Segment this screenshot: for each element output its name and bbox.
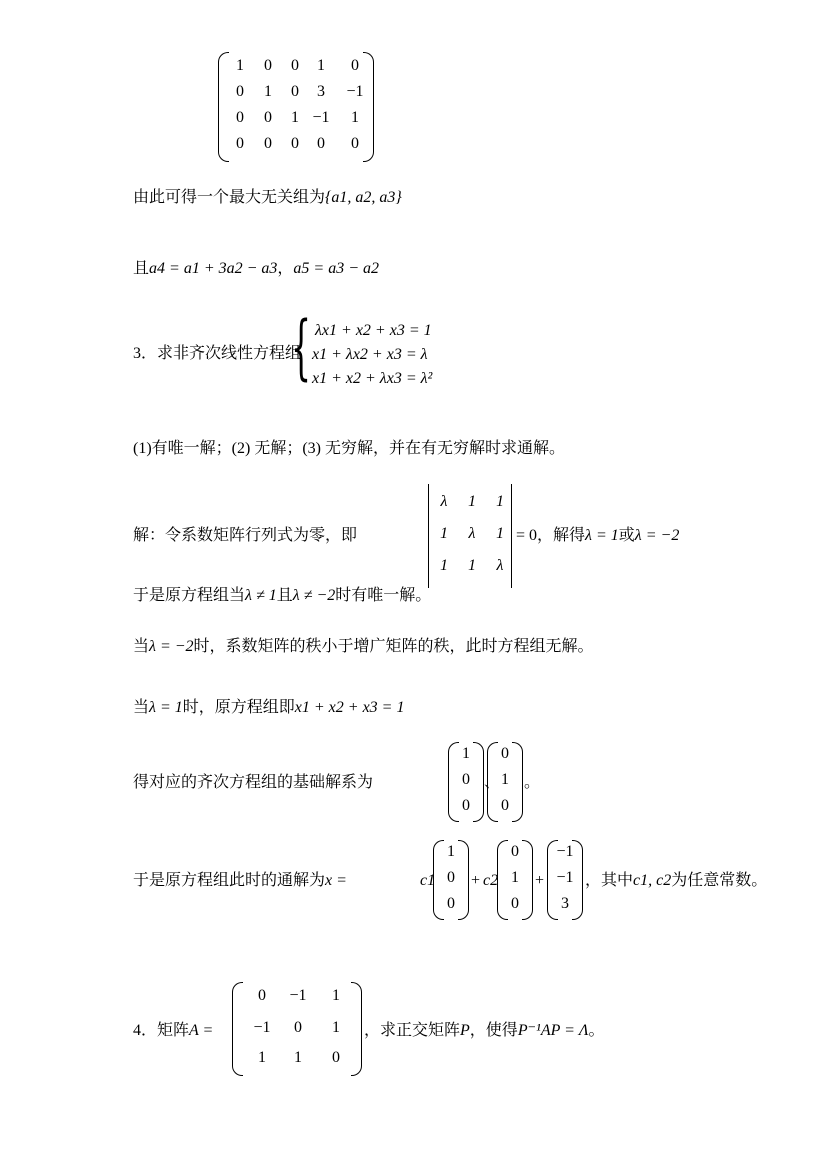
unique-solution-line: 于是原方程组当λ ≠ 1且λ ≠ −2时有唯一解。 bbox=[133, 587, 432, 604]
determinant-result: = 0，解得λ = 1或λ = −2 bbox=[516, 527, 680, 544]
linear-relations-line: 且a4 = a1 + 3a2 − a3，a5 = a3 − a2 bbox=[133, 260, 380, 277]
matrix-cell: 0 bbox=[264, 57, 272, 74]
equation-brace: { bbox=[291, 306, 312, 388]
matrix-cell: 1 bbox=[332, 987, 340, 1004]
matrix-cell: 0 bbox=[462, 797, 470, 814]
matrix-cell: 0 bbox=[351, 135, 359, 152]
matrix-cell: 3 bbox=[317, 83, 325, 100]
matrix-cell: 0 bbox=[264, 109, 272, 126]
equation-2: x1 + λx2 + x3 = λ bbox=[312, 346, 428, 363]
matrix-cell: 1 bbox=[440, 557, 448, 574]
problem-4-statement: 4．矩阵A = bbox=[133, 1022, 214, 1039]
matrix-cell: −1 bbox=[556, 843, 574, 860]
matrix-cell: 0 bbox=[447, 895, 455, 912]
max-independent-set-line: 由此可得一个最大无关组为{a1, a2, a3} bbox=[133, 189, 402, 206]
matrix-cell: 1 bbox=[236, 57, 244, 74]
basis-vector-1 bbox=[448, 742, 484, 822]
matrix-cell: 0 bbox=[236, 83, 244, 100]
independent-set: {a1, a2, a3} bbox=[325, 189, 402, 206]
infinite-solution-line: 当λ = 1时，原方程组即x1 + x2 + x3 = 1 bbox=[133, 699, 405, 716]
basis-text: 得对应的齐次方程组的基础解系为 bbox=[133, 774, 374, 791]
matrix-cell: −1 bbox=[346, 83, 364, 100]
general-vector-1 bbox=[433, 840, 469, 920]
equation-1: λx1 + x2 + x3 = 1 bbox=[315, 322, 432, 339]
matrix-cell: 1 bbox=[447, 843, 455, 860]
matrix-cell: 0 bbox=[501, 797, 509, 814]
matrix-cell: 1 bbox=[440, 525, 448, 542]
matrix-cell: 0 bbox=[332, 1049, 340, 1066]
general-vector-2 bbox=[497, 840, 533, 920]
matrix-cell: 0 bbox=[447, 869, 455, 886]
matrix-cell: −1 bbox=[253, 1019, 271, 1036]
matrix-cell: 0 bbox=[291, 83, 299, 100]
matrix-cell: −1 bbox=[289, 987, 307, 1004]
matrix-cell: 0 bbox=[291, 57, 299, 74]
matrix-cell: 3 bbox=[561, 895, 569, 912]
matrix-cell: 1 bbox=[496, 525, 504, 542]
matrix-cell: 0 bbox=[462, 771, 470, 788]
matrix-cell: 1 bbox=[317, 57, 325, 74]
matrix-cell: 0 bbox=[264, 135, 272, 152]
matrix-cell: 1 bbox=[468, 557, 476, 574]
general-solution-text: 于是原方程组此时的通解为x = bbox=[133, 872, 347, 889]
rref-matrix bbox=[218, 52, 374, 162]
matrix-cell: 0 bbox=[317, 135, 325, 152]
matrix-cell: 1 bbox=[294, 1049, 302, 1066]
matrix-cell: 1 bbox=[332, 1019, 340, 1036]
matrix-cell: 0 bbox=[294, 1019, 302, 1036]
matrix-cell: 1 bbox=[291, 109, 299, 126]
matrix-cell: 1 bbox=[264, 83, 272, 100]
matrix-A bbox=[232, 982, 362, 1076]
problem-3-statement: 3．求非齐次线性方程组 bbox=[133, 345, 302, 362]
matrix-cell: 0 bbox=[258, 987, 266, 1004]
matrix-cell: 1 bbox=[258, 1049, 266, 1066]
matrix-cell: λ bbox=[468, 525, 476, 542]
general-solution-tail: ，其中c1, c2为任意常数。 bbox=[585, 872, 768, 889]
particular-vector bbox=[547, 840, 583, 920]
matrix-cell: 0 bbox=[291, 135, 299, 152]
matrix-cell: 0 bbox=[236, 109, 244, 126]
matrix-cell: 1 bbox=[511, 869, 519, 886]
no-solution-line: 当λ = −2时，系数矩阵的秩小于增广矩阵的秩，此时方程组无解。 bbox=[133, 638, 594, 655]
solution-intro: 解：令系数矩阵行列式为零，即 bbox=[133, 527, 358, 544]
matrix-cell: 1 bbox=[468, 493, 476, 510]
basis-vector-2 bbox=[487, 742, 523, 822]
equation-3: x1 + x2 + λx3 = λ² bbox=[312, 370, 433, 387]
matrix-cell: 1 bbox=[462, 745, 470, 762]
matrix-cell: 1 bbox=[496, 493, 504, 510]
matrix-cell: −1 bbox=[312, 109, 330, 126]
matrix-cell: λ bbox=[496, 557, 504, 574]
coefficient-determinant bbox=[428, 484, 512, 588]
matrix-cell: 0 bbox=[236, 135, 244, 152]
matrix-cell: 0 bbox=[351, 57, 359, 74]
matrix-cell: 0 bbox=[511, 843, 519, 860]
matrix-cell: λ bbox=[440, 493, 448, 510]
matrix-cell: 0 bbox=[511, 895, 519, 912]
matrix-cell: −1 bbox=[556, 869, 574, 886]
matrix-cell: 0 bbox=[501, 745, 509, 762]
matrix-cell: 1 bbox=[351, 109, 359, 126]
matrix-cell: 1 bbox=[501, 771, 509, 788]
problem-3-subparts: (1)有唯一解；(2) 无解；(3) 无穷解，并在有无穷解时求通解。 bbox=[133, 440, 565, 457]
problem-4-tail: ，求正交矩阵P，使得P⁻¹AP = Λ。 bbox=[364, 1022, 605, 1039]
